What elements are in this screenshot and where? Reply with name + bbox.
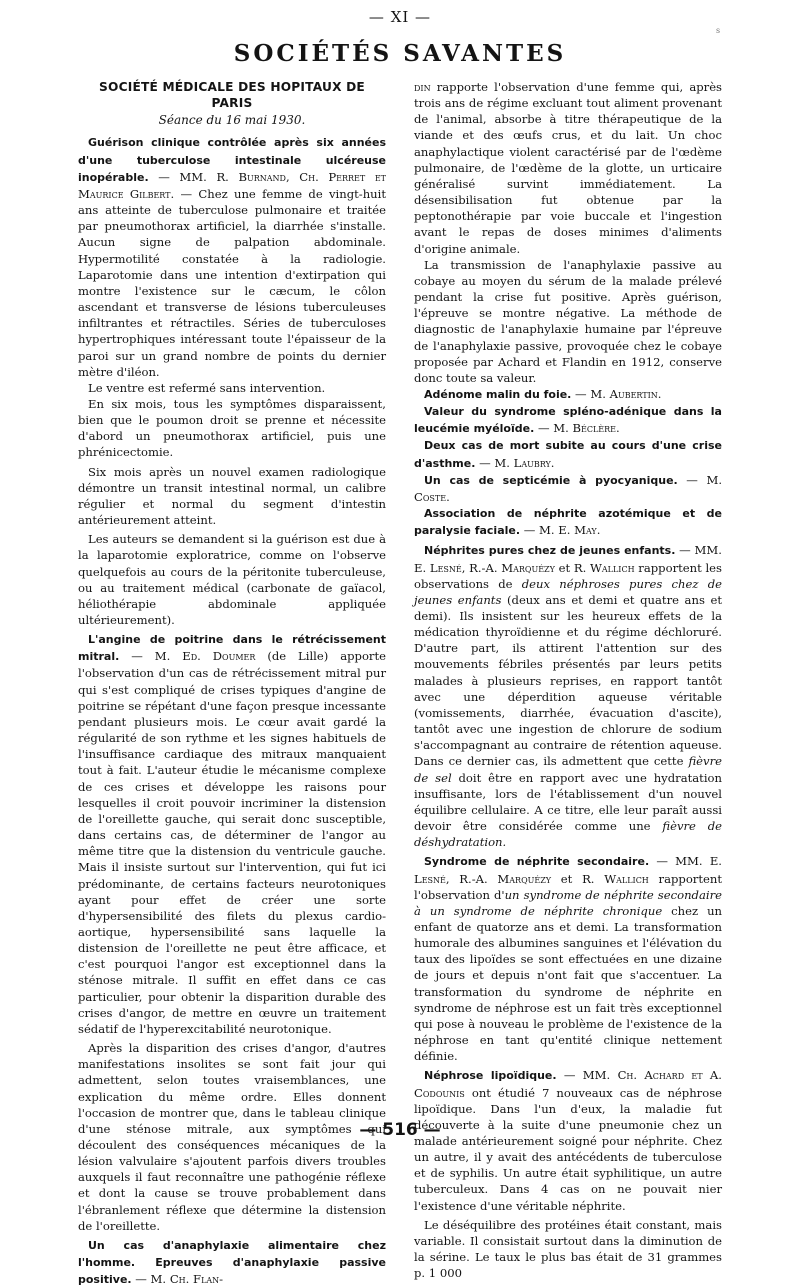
article-title: Néphrose lipoïdique. bbox=[424, 1069, 557, 1083]
article-text: chez un enfant de quatorze ans et demi. La transformation humorale des albumines sanguines et l'élévation du taux des lipoïdes se sont effectuées en une dizaine de jours et depuis n'ont fait que s'accentuer. La transformation du syndrome de néphrite en syndrome de néphrose est un fait très exceptionnel qui pose à nouveau le problème de l'existence de la néphrose en tant qu'entité clinique nettement définie. bbox=[414, 903, 723, 1064]
article-authors: Ed. Doumer bbox=[182, 649, 256, 664]
roman-page-number: — XI — bbox=[368, 8, 432, 26]
anaphylaxis-continued bbox=[414, 79, 722, 257]
italic-text: fièvre de sel bbox=[414, 754, 722, 785]
article-septicemia bbox=[414, 472, 722, 505]
article-text: ont étudié 7 nouveaux cas de néphrose lipoïdique. Dans l'un d'eux, la maladie fut découverte à la suite d'une pneumonie chez un malade antérieurement soigné pour néphrite. Chez un autre, il y avait des antécédents de tuberculose et de syphilis. Un autre était syphilitique, un autre tuberculeux. Dans 4 cas on ne pouvait nier l'existence d'une véritable néphrite. bbox=[414, 1085, 722, 1213]
corner-mark: s bbox=[716, 26, 721, 35]
article-asthma bbox=[414, 437, 722, 471]
dash: — MM. bbox=[148, 169, 217, 184]
paragraph: Le déséquilibre des protéines était constant, mais variable. Il consistait surtout dans la diminution de la sérine. Le taux le plus bas était de 31 grammes p. 1 000 bbox=[414, 1217, 722, 1281]
article-text: rapportent les observations de bbox=[414, 560, 722, 591]
article-title: Adénome malin du foie. bbox=[424, 387, 572, 401]
dash: — M. bbox=[475, 455, 514, 470]
article-title: Guérison clinique contrôlée après six années d'une tuberculose intestinale ulcéreuse inopérable. bbox=[78, 136, 386, 184]
article-pure-nephritis bbox=[414, 542, 722, 850]
article-nephritis-paralysis bbox=[414, 505, 722, 539]
society-name: SOCIÉTÉ MÉDICALE DES HOPITAUX DE PARIS bbox=[99, 80, 365, 111]
conjunction: et bbox=[554, 560, 574, 575]
article-authors: R. Burnand, Ch. Perret et Maurice Gilbert. bbox=[78, 169, 387, 201]
page-number: — 516 — bbox=[359, 1120, 441, 1140]
article-adenoma bbox=[414, 386, 722, 403]
section-title: SOCIÉTÉS SAVANTES bbox=[233, 40, 567, 67]
article-title: Un cas de septicémie à pyocyanique. bbox=[424, 473, 678, 487]
article-authors: Béclère. bbox=[572, 421, 620, 436]
right-column bbox=[414, 79, 722, 1281]
dash: — M. bbox=[131, 1272, 170, 1287]
paragraph: Le ventre est refermé sans intervention. bbox=[88, 380, 326, 395]
italic-text: deux néphroses pures chez de jeunes enfants bbox=[414, 576, 722, 607]
article-text: rapporte l'observation d'une femme qui, après trois ans de régime excluant tout aliment provenant de l'animal, absorbe à titre thérapeutique de la viande et des œufs crus, et du lait. Un choc anaphylactique violent caractérisé par de l'œdème pulmonaire, de l'œdème de la glotte, un urticaire généralisé survint immédiatement. La désensibilisation fut obtenue par la peptonothérapie par voie buccale et l'ingestion avant le repas de doses minimes d'aliments d'origine animale. bbox=[414, 80, 722, 256]
paragraph: Les auteurs se demandent si la guérison est due à la laparotomie exploratrice, comme on l'observe quelquefois au cours de la péritonite tuberculeuse, ou au traitement médical (carbonate de gaïacol, héliothérapie abdominale appliquée ultérieurement). bbox=[78, 532, 386, 627]
article-leukemia bbox=[414, 403, 722, 437]
article-title: Valeur du syndrome spléno-adénique dans la leucémie myéloïde. bbox=[414, 405, 722, 436]
dash: — MM. bbox=[675, 543, 722, 558]
article-text: (deux ans et demi et quatre ans et demi). Ils insistent sur les heureux effets de la médication thyroïdienne et du régime déchloruré. D'autre part, ils attirent l'attention sur des mouvements fébriles présentés par leurs petits malades à plusieurs reprises, en rapport tantôt avec une déperdition aqueuse véritable (vomissements, diarrhée, évacuation d'ascite), tantôt avec une ingestion de chlorure de sodium s'accompagnant au contraire de rétention aqueuse. Dans ce dernier cas, ils admettent que cette bbox=[414, 592, 723, 769]
article-authors: Coste. bbox=[414, 489, 450, 504]
article-text: (de Lille) apporte l'observation d'un cas de rétrécissement mitral pur qui s'est compliqué de crises typiques d'angine de poitrine se répétant d'une façon presque incessante pendant plusieurs mois. Le cœur avait gardé la régularité de son rythme et les signes habituels de l'insuffisance cardiaque des mitraux manquaient tout à fait. L'auteur étudie le mécanisme complexe de ces crises et développe les raisons pour lesquelles il croit pouvoir incriminer la distension de l'oreillette gauche, qui serait donc susceptible, dans certains cas, de déterminer de l'angor au même titre que la distension du ventricule gauche. Mais il insiste surtout sur l'intervention, qui fut ici prédominante, de certains facteurs neurotoniques ayant pour effet de créer une sorte d'hypersensibilité des filets du plexus cardio-aortique, hypersensibilité sans laquelle la distension de l'oreillette ne peut être afficace, et c'est pourquoi l'angor est exceptionnel dans la sténose mitrale. Il suffit en effet dans ce cas particulier, pour obtenir la disparition durable des crises d'angor, de mettre en œuvre un traitement sédatif de l'hyperexcitabilité neurotonique. bbox=[78, 649, 386, 1036]
dash: — M. bbox=[677, 472, 723, 487]
article-text: rapportent l'observation d' bbox=[414, 871, 722, 902]
article-lipoid-nephrosis bbox=[414, 1067, 722, 1213]
article-authors: E. Lesné, R.-A. Marquézy bbox=[414, 854, 722, 886]
article-text: doit être en rapport avec une hydratation insuffisante, lors de l'établissement d'un nouvel équilibre cellulaire. A ce titre, elle leur paraît aussi devoir être considérée comme une bbox=[414, 770, 722, 834]
left-column bbox=[78, 79, 386, 1288]
article-authors: E. May. bbox=[558, 523, 601, 538]
article-title: Un cas d'anaphylaxie alimentaire chez l'homme. Epreuves d'anaphylaxie passive positive. bbox=[78, 1238, 386, 1287]
dash: — MM. bbox=[556, 1068, 618, 1083]
italic-text: fièvre de déshydratation. bbox=[414, 819, 722, 850]
article-title: L'angine de poitrine dans le rétrécissement mitral. bbox=[78, 633, 386, 664]
paragraph: Après la disparition des crises d'angor, d'autres manifestations insolites se sont fait jour qui admettent, selon toutes vraisemblances, une explication du même ordre. Elles donnent l'occasion de montrer que, dans le tableau clinique d'une sténose mitrale, aux symptômes qui découlent des conséquences mécaniques de la lésion valvulaire s'ajoutent parfois divers troubles auxquels il faut reconnaître une pathogénie réflexe et dont la cause se trouve probablement dans l'ébranlement réflexe que détermine la distension de l'oreillette. bbox=[78, 1041, 386, 1233]
article-authors: Laubry. bbox=[513, 455, 555, 470]
article-authors: Ch. Achard et A. Codounis bbox=[414, 1068, 722, 1100]
article-title: Néphrites pures chez de jeunes enfants. bbox=[424, 544, 676, 558]
article-authors: din bbox=[414, 80, 431, 94]
article-angina-mitral bbox=[78, 631, 386, 1037]
session-date: Séance du 16 mai 1930. bbox=[158, 113, 306, 128]
article-text: — Chez une femme de vingt-huit ans atteinte de tuberculose pulmonaire et traitée par pneumothorax artificiel, la diarrhée s'installe. Aucun signe de palpation abdominale. Hypermotilité constatée à la radiologie. Laparotomie dans une intention d'extirpation qui montre l'existence sur le cæcum, le côlon ascendant et transverse de lésions tuberculeuses infiltrantes et rétractiles. Séries de tuberculoses hypertrophiques intéressant toute l'épaisseur de la paroi sur un grand nombre de points du dernier mètre d'iléon. bbox=[78, 186, 387, 379]
article-authors: Ch. Flan- bbox=[169, 1272, 224, 1287]
dash: — M. bbox=[520, 523, 559, 538]
article-authors: R. Wallich bbox=[573, 560, 635, 575]
article-secondary-nephritis bbox=[414, 853, 722, 1064]
article-title: Association de néphrite azotémique et de paralysie faciale. bbox=[414, 507, 722, 538]
dash: — M. bbox=[534, 421, 573, 436]
article-authors: Aubertin. bbox=[609, 386, 662, 401]
article-title: Syndrome de néphrite secondaire. bbox=[424, 855, 650, 869]
conjunction: et bbox=[551, 871, 583, 886]
paragraph: La transmission de l'anaphylaxie passive au cobaye au moyen du sérum de la malade prélevé pendant la crise fut positive. Après guérison, l'épreuve se montre négative. La méthode de diagnostic de l'anaphylaxie humaine par l'épreuve de l'anaphylaxie passive, provoquée chez le cobaye proposée par Achard et Flandin en 1912, conserve donc toute sa valeur. bbox=[414, 257, 722, 385]
article-title: Deux cas de mort subite au cours d'une crise d'asthme. bbox=[414, 439, 722, 470]
paragraph: En six mois, tous les symptômes disparaissent, bien que le poumon droit se prenne et nécessite d'abord un pneumothorax artificiel, puis une phrénicectomie. bbox=[78, 396, 386, 460]
article-authors: E. Lesné, R.-A. Marquézy bbox=[414, 560, 555, 575]
italic-text: un syndrome de néphrite secondaire à un syndrome de néphrite chronique bbox=[414, 887, 722, 918]
article-anaphylaxis bbox=[78, 1237, 386, 1288]
article-authors: R. Wallich bbox=[582, 871, 649, 886]
dash: — M. bbox=[119, 649, 183, 664]
dash: — MM. bbox=[649, 854, 710, 869]
article-intestinal-tuberculosis bbox=[78, 134, 386, 379]
paragraph: Six mois après un nouvel examen radiologique démontre un transit intestinal normal, un calibre régulier et normal du segment d'intestin antérieurement atteint. bbox=[78, 464, 386, 528]
dash: — M. bbox=[571, 386, 610, 401]
